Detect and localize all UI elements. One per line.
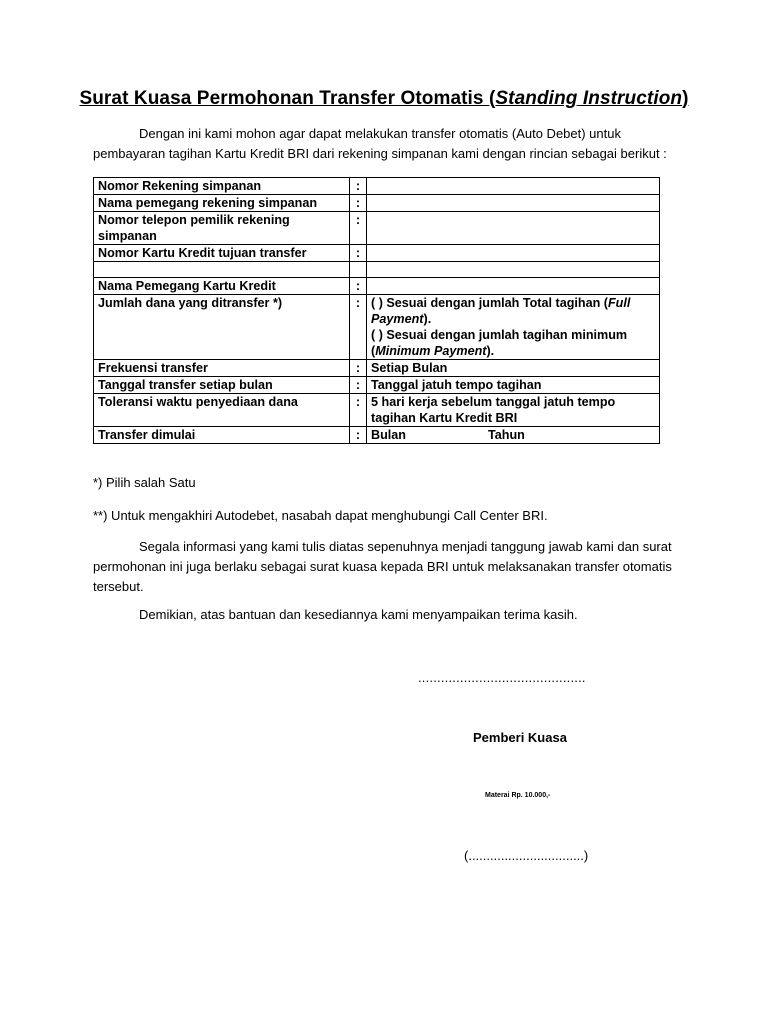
row-value-empty[interactable] [367, 212, 660, 245]
footnote-call-center: **) Untuk mengakhiri Autodebet, nasabah dapat menghubungi Call Center BRI. [93, 508, 548, 523]
row-value: Setiap Bulan [367, 360, 660, 377]
row-value-empty[interactable] [367, 278, 660, 295]
row-value: 5 hari kerja sebelum tanggal jatuh tempo tagihan Kartu Kredit BRI [367, 394, 660, 427]
place-date-line[interactable]: ............................................ [418, 670, 586, 685]
intro-paragraph: Dengan ini kami mohon agar dapat melakukan transfer otomatis (Auto Debet) untuk pembayaran tagihan Kartu Kredit BRI dari rekening simpanan kami dengan rincian sebagai berikut : [93, 126, 667, 161]
grantor-label: Pemberi Kuasa [473, 730, 567, 745]
row-colon: : [350, 360, 367, 377]
row-label: Transfer dimulai [94, 427, 350, 444]
table-row [94, 245, 660, 262]
table-row [94, 295, 660, 360]
title-main: Surat Kuasa Permohonan Transfer Otomatis ( [79, 88, 496, 109]
option-min-prefix: ( ) Sesuai dengan jumlah tagihan minimum ( [371, 328, 628, 358]
row-colon: : [350, 377, 367, 394]
row-label: Nomor Kartu Kredit tujuan transfer [94, 245, 350, 262]
table-row [94, 278, 660, 295]
row-colon: : [350, 195, 367, 212]
table-row [94, 394, 660, 427]
row-colon: : [350, 295, 367, 360]
table-row [94, 195, 660, 212]
option-full-payment[interactable] [371, 295, 655, 327]
closing-paragraph: Segala informasi yang kami tulis diatas sepenuhnya menjadi tanggung jawab kami dan surat permohonan ini juga berlaku sebagai surat kuasa kepada BRI untuk melaksanakan transfer otomatis tersebut. [93, 539, 672, 594]
tahun-label: Tahun [487, 428, 525, 442]
row-label-empty [94, 262, 350, 278]
table-row [94, 360, 660, 377]
row-label: Nomor Rekening simpanan [94, 178, 350, 195]
thanks-paragraph: Demikian, atas bantuan dan kesediannya kami menyampaikan terima kasih. [139, 607, 578, 622]
table-row [94, 212, 660, 245]
table-row [94, 377, 660, 394]
row-value-empty[interactable] [367, 178, 660, 195]
row-colon: : [350, 278, 367, 295]
option-min-italic: Minimum Payment [375, 344, 487, 358]
option-minimum-payment[interactable] [371, 327, 655, 359]
row-value-empty [367, 262, 660, 278]
table-row-blank [94, 262, 660, 278]
title-italic: Standing Instruction [495, 88, 683, 109]
table-row [94, 427, 660, 444]
row-label: Frekuensi transfer [94, 360, 350, 377]
row-label: Nomor telepon pemilik rekening simpanan [94, 212, 350, 245]
details-table [93, 177, 660, 444]
stamp-duty-label: Materai Rp. 10.000,- [485, 792, 551, 799]
document-title [0, 88, 768, 110]
row-label: Nama Pemegang Kartu Kredit [94, 278, 350, 295]
row-value: Tanggal jatuh tempo tagihan [367, 377, 660, 394]
row-label: Jumlah dana yang ditransfer *) [94, 295, 350, 360]
option-full-prefix: ( ) Sesuai dengan jumlah Total tagihan ( [371, 296, 608, 310]
table-row [94, 178, 660, 195]
row-label: Nama pemegang rekening simpanan [94, 195, 350, 212]
row-colon: : [350, 427, 367, 444]
row-colon: : [350, 212, 367, 245]
signature-name-line[interactable]: (................................) [464, 848, 589, 863]
row-colon: : [350, 394, 367, 427]
row-value-start[interactable] [367, 427, 660, 444]
option-full-italic: Full Payment [371, 296, 631, 326]
payment-options [367, 295, 660, 360]
row-value-empty[interactable] [367, 195, 660, 212]
title-close: ) [682, 88, 689, 109]
row-label: Toleransi waktu penyediaan dana [94, 394, 350, 427]
footnote-choose-one: *) Pilih salah Satu [93, 475, 196, 490]
row-colon-empty [350, 262, 367, 278]
option-full-suffix: ). [423, 312, 432, 326]
row-colon: : [350, 245, 367, 262]
row-label: Tanggal transfer setiap bulan [94, 377, 350, 394]
option-min-suffix: ). [486, 344, 495, 358]
bulan-label: Bulan [371, 428, 406, 442]
row-value-empty[interactable] [367, 245, 660, 262]
row-colon: : [350, 178, 367, 195]
